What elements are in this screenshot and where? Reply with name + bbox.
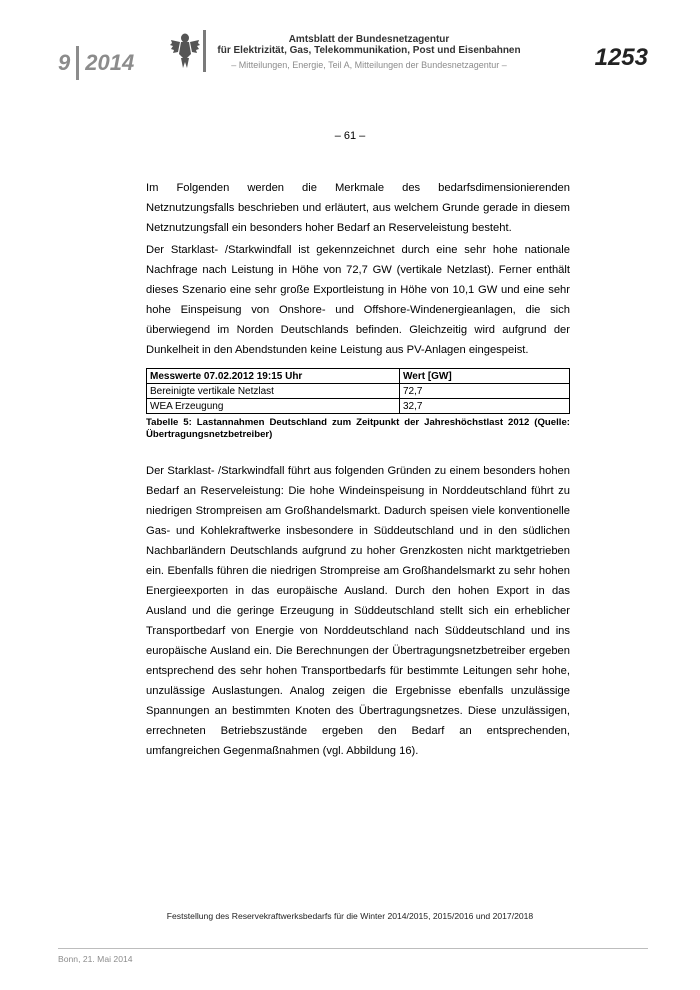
footer-date: Bonn, 21. Mai 2014: [58, 954, 133, 964]
paragraph-reasons: Der Starklast- /Starkwindfall führt aus folgenden Gründen zu einem besonders hohen Bedarf an Reserveleistung: Die hohe Windeinspeisung in Norddeutschland führt zu niedrigen Strompreisen am Großhandelsmarkt. Dadurch speisen viele konventionelle Gas- und Kohlekraftwerke insbesondere in Süddeutschland und in den südlichen Nachbarländern Deutschlands aufgrund zu hoher Grenzkosten nicht marktgetrieben ein. Ebenfalls führen die niedrigen Strompreise am Großhandelsmarkt zu sehr hohen Energieexporten in das europäische Ausland. Durch den hohen Export in das Ausland und die geringe Erzeugung in Süddeutschland stellt sich ein erheblicher Transportbedarf von Energie von Norddeutschland nach Süddeutschland und ins europäische Ausland ein. Die Berechnungen der Übertragungsnetzbetreiber ergeben entsprechend des sehr hohen Transportbedarfs für bestimmte Leitungen sehr hohe, unzulässige Auslastungen. Analog zeigen die Ergebnisse ebenfalls unzulässige Spannungen an bestimmten Knoten des Übertragungsnetzes. Diese unzulässigen, errechneten Betriebszustände ergeben den Bedarf an entsprechenden, umfangreichen Gegenmaßnahmen (vgl. Abbildung 16).: [146, 465, 570, 757]
document-page-number: – 61 –: [334, 130, 366, 142]
issue-year: 2014: [85, 50, 135, 75]
table-header-cell: Wert [GW]: [400, 369, 570, 384]
table-header-cell: Messwerte 07.02.2012 19:15 Uhr: [147, 369, 400, 384]
table-row: [147, 384, 570, 399]
footer-divider: [58, 948, 648, 949]
gazette-title-line1: Amtsblatt der Bundesnetzagentur: [288, 34, 450, 45]
gazette-subtitle: – Mitteilungen, Energie, Teil A, Mitteilungen der Bundesnetzagentur –: [231, 60, 507, 70]
table-cell: Bereinigte vertikale Netzlast: [147, 384, 400, 399]
gazette-title: [214, 34, 524, 56]
footer-title: Feststellung des Reservekraftwerksbedarfs für die Winter 2014/2015, 2015/2016 und 2017/2018: [166, 911, 534, 921]
federal-eagle-icon: [170, 30, 200, 70]
gazette-title-line2: für Elektrizität, Gas, Telekommunikation, Post und Eisenbahnen: [217, 45, 521, 56]
issue-number: [58, 46, 134, 80]
load-table: [146, 368, 570, 414]
table-header-row: [147, 369, 570, 384]
paragraph-intro: Im Folgenden werden die Merkmale des bedarfsdimensionierenden Netznutzungsfalls beschrieben und erläutert, aus welchem Grunde gerade in diesem Netznutzungsfall ein besonders hoher Bedarf an Reserveleistung besteht.: [146, 182, 570, 234]
table-caption: Tabelle 5: Lastannahmen Deutschland zum Zeitpunkt der Jahreshöchstlast 2012 (Quelle: Übertragungsnetzbetreiber): [146, 417, 570, 440]
header-divider: [203, 30, 206, 72]
issue-label: 9: [58, 50, 71, 75]
table-row: [147, 399, 570, 414]
paragraph-scenario: Der Starklast- /Starkwindfall ist gekennzeichnet durch eine sehr hohe nationale Nachfrage nach Leistung in Höhe von 72,7 GW (vertikale Netzlast). Ferner enthält dieses Szenario eine sehr große Exportleistung in Höhe von 10,1 GW und eine sehr hohe Einspeisung von Onshore- und Offshore-Windenergieanlagen, die sich überwiegend im Norden Deutschlands befinden. Gleichzeitig wird aufgrund der Dunkelheit in den Abendstunden keine Leistung aus PV-Anlagen eingespeist.: [146, 244, 570, 356]
divider: [76, 46, 79, 80]
table-cell: 32,7: [400, 399, 570, 414]
table-cell: 72,7: [400, 384, 570, 399]
table-cell: WEA Erzeugung: [147, 399, 400, 414]
page-number: 1253: [594, 44, 648, 71]
